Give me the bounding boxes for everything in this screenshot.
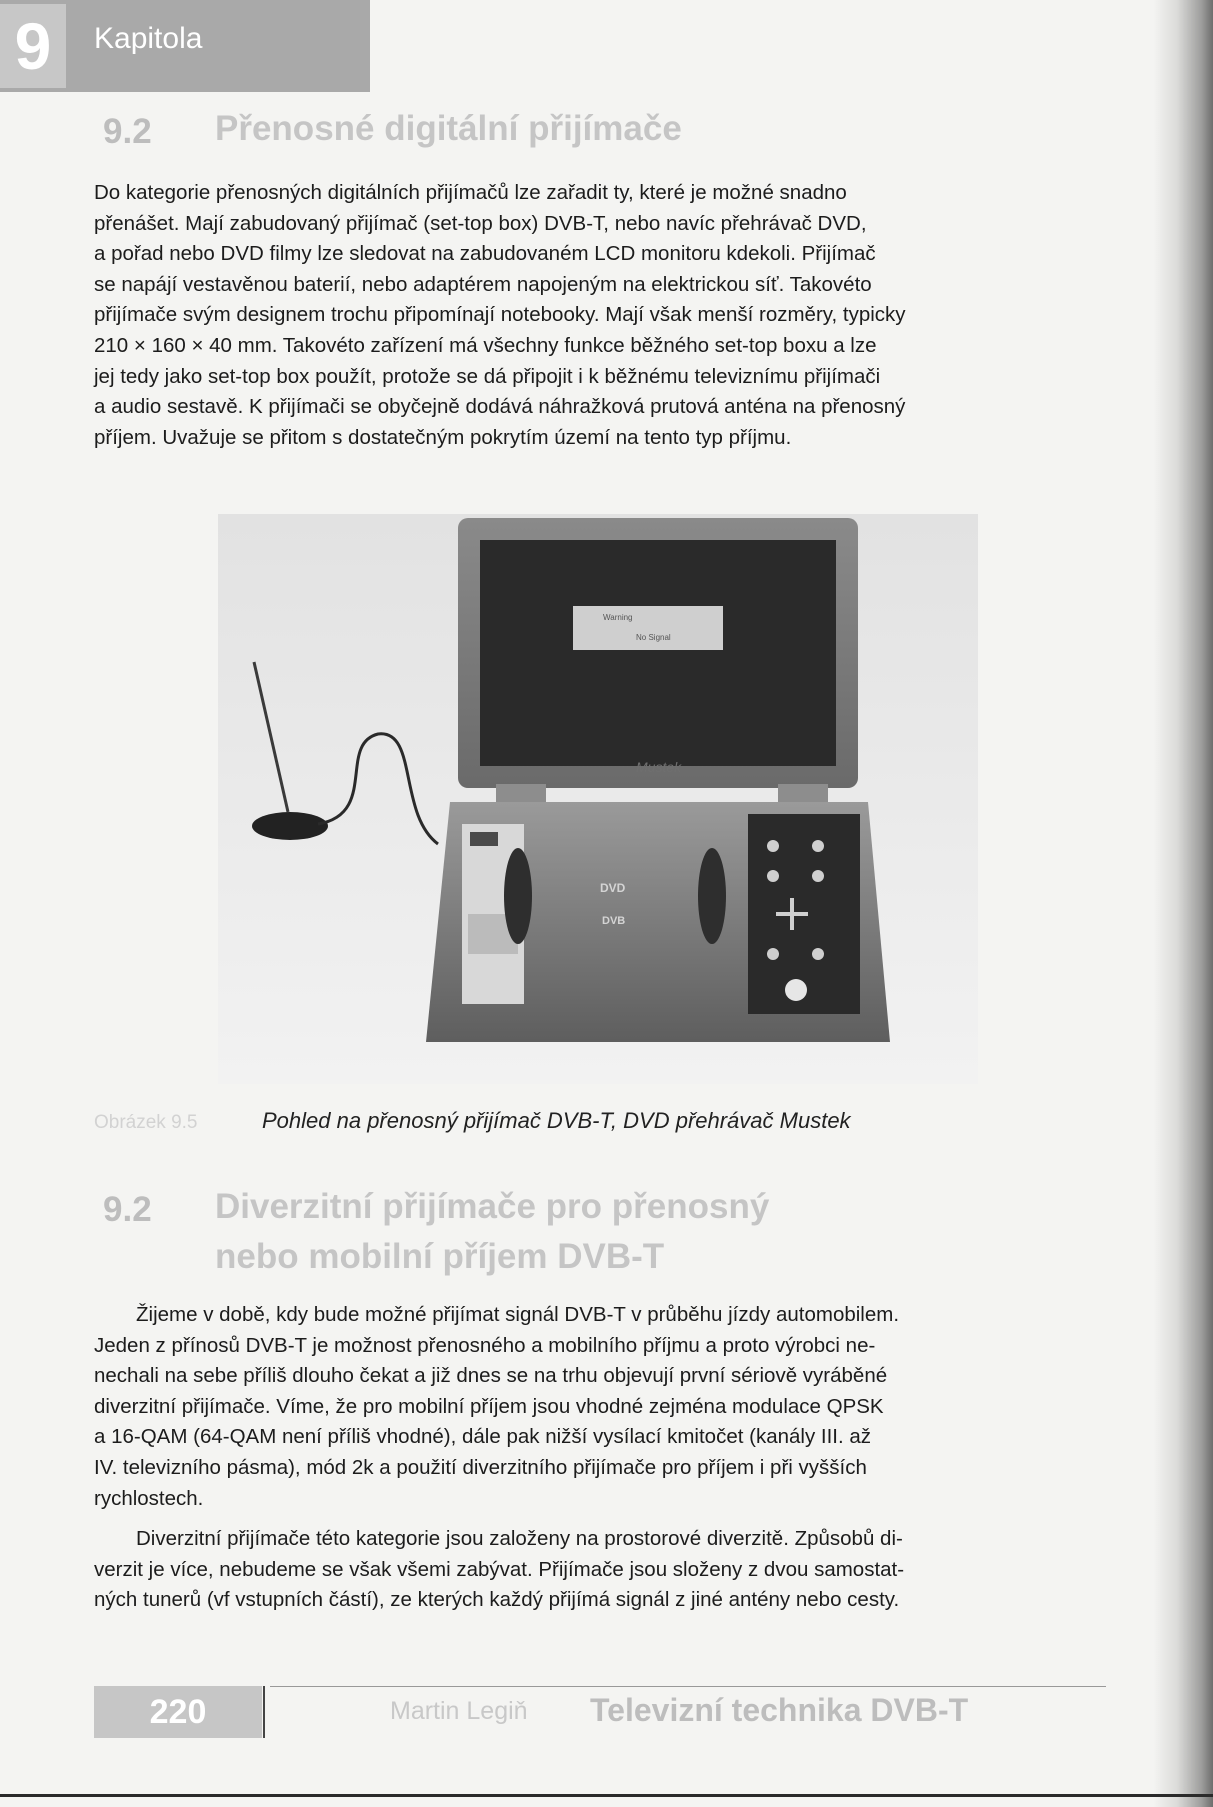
power-button [785,979,807,1001]
page-number: 220 [94,1686,262,1738]
dvd-logo: DVD [600,881,626,895]
portable-player-illustration [218,514,978,1084]
section-title: Přenosné digitální přijímače [215,109,682,148]
sticker-logo [470,832,498,846]
control-button [812,870,824,882]
section2-paragraph1 [94,1300,1104,1514]
brand-logo: Mustek [636,759,682,775]
text-line: a 16-QAM (64-QAM není příliš vhodné), dále pak nižší vysílací kmitočet (kanály III. až [94,1425,872,1449]
footer-author: Martin Legiň [390,1697,528,1725]
screen-text-warning: Warning [603,613,633,622]
text-line: Žijeme v době, kdy bude možné přijímat signál DVB-T v průběhu jízdy automobilem. [136,1303,900,1326]
text-line: a audio sestavě. K přijímači se obyčejně dodává náhražková prutová anténa na přenosný [94,395,906,419]
section1-paragraph [94,178,1104,453]
text-line: Diverzitní přijímače této kategorie jsou založeny na prostorové diverzitě. Způsobů di- [136,1527,903,1550]
lcd-screen [480,540,836,766]
screen-text-no-signal: No Signal [636,633,671,642]
chapter-number: 9 [0,4,66,88]
footer-divider [263,1686,265,1738]
disc-slot-left [504,848,532,944]
figure-label: Obrázek 9.5 [94,1112,198,1133]
figure-caption: Pohled na přenosný přijímač DVB-T, DVD přehrávač Mustek [262,1108,851,1133]
dpad-vertical [790,898,794,930]
text-line: přijímače svým designem trochu připomínají notebooky. Mají však menší rozměry, typicky [94,303,906,327]
control-button [767,840,779,852]
text-line: diverzitní přijímače. Víme, že pro mobilní příjem jsou vhodné zejména modulace QPSK [94,1394,884,1418]
section2-title-line1: Diverzitní přijímače pro přenosný [215,1187,770,1226]
text-line: přenášet. Mají zabudovaný přijímač (set-top box) DVB-T, nebo navíc přehrávač DVD, [94,211,867,235]
section2-number: 9.2 [103,1190,152,1229]
section-number: 9.2 [103,112,152,151]
section2-paragraph2 [94,1524,1104,1616]
hinge-right [778,784,828,804]
control-button [812,948,824,960]
chapter-label: Kapitola [94,22,203,55]
section2-title-line2: nebo mobilní příjem DVB-T [215,1237,665,1276]
text-line: Jeden z přínosů DVB-T je možnost přenosného a mobilního příjmu a proto výrobci ne- [94,1333,876,1357]
bottom-edge [0,1794,1213,1797]
control-button [812,840,824,852]
text-line: Do kategorie přenosných digitálních přijímačů lze zařadit ty, které je možné snadno [94,181,847,204]
text-line: IV. televizního pásma), mód 2k a použití diverzitního přijímače pro příjem i při vyšších [94,1455,867,1479]
footer-book-title: Televizní technika DVB-T [590,1692,969,1728]
text-line: nechali na sebe příliš dlouho čekat a již dnes se na trhu objevují první sériově vyráběné [94,1364,888,1388]
text-line: jej tedy jako set-top box použít, protože se dá připojit i k běžnému televiznímu přijímači [94,364,881,388]
dvb-logo: DVB [602,915,626,927]
text-line: verzit je více, nebudeme se však všemi zabývat. Přijímače jsou složeny z dvou samostat- [94,1557,905,1581]
text-line: 210 × 160 × 40 mm. Takovéto zařízení má všechny funkce běžného set-top boxu a lze [94,333,877,357]
chapter-header [0,0,370,92]
text-line: ných tunerů (vf vstupních částí), ze kterých každý přijímá signál z jiné antény nebo cesty. [94,1588,900,1612]
control-button [767,948,779,960]
antenna-base [252,812,328,840]
footer-rule [270,1686,1106,1687]
control-button [767,870,779,882]
product-photo [218,514,978,1084]
text-line: a pořad nebo DVD filmy lze sledovat na zabudovaném LCD monitoru kdekoli. Přijímač [94,242,876,266]
text-line: rychlostech. [94,1486,204,1510]
screen-dialog [573,606,723,650]
hinge-left [496,784,546,804]
binding-shadow [1153,0,1213,1807]
text-line: se napájí vestavěnou baterií, nebo adaptérem napojeným na elektrickou síť. Takovéto [94,272,872,296]
text-line: příjem. Uvažuje se přitom s dostatečným pokrytím území na tento typ příjmu. [94,425,792,449]
disc-slot-right [698,848,726,944]
